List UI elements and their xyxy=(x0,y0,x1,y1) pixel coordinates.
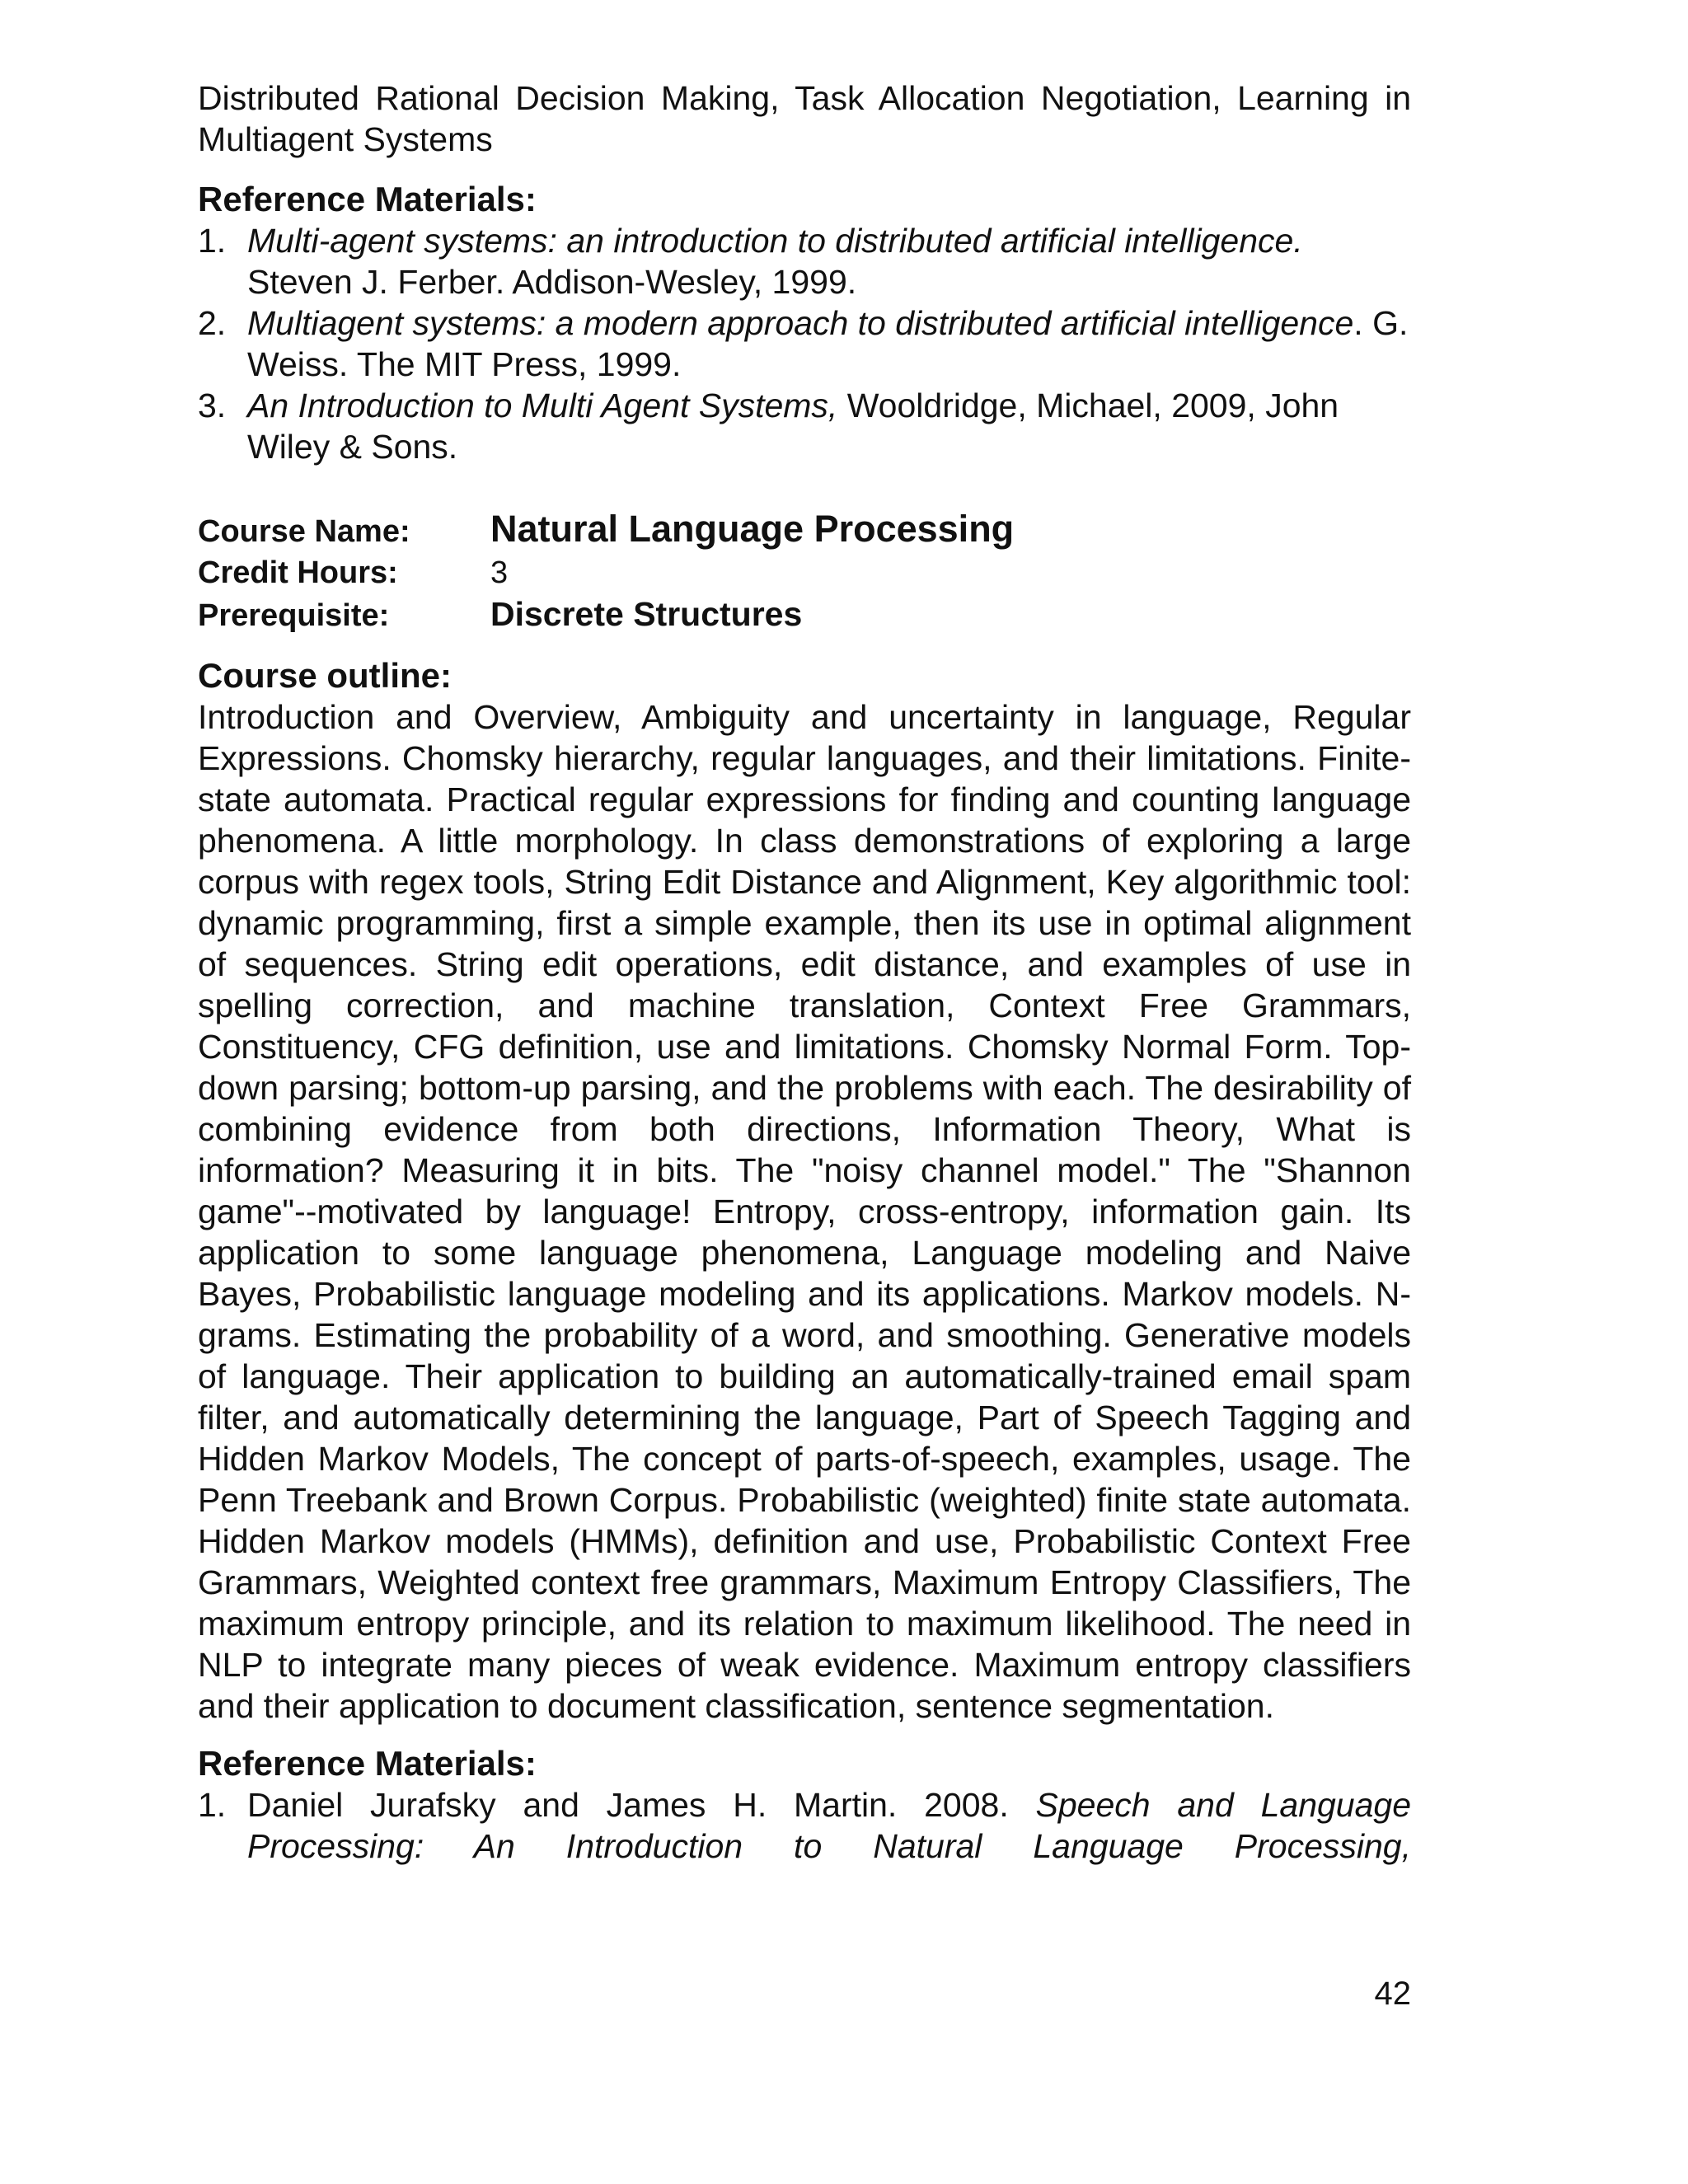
credit-hours-row xyxy=(198,552,1411,593)
reference-title: Multiagent systems: a modern approach to distributed artificial intelligence xyxy=(247,304,1354,342)
reference-item xyxy=(198,385,1411,467)
reference-number: 1. xyxy=(198,1786,227,1824)
credit-hours-label: Credit Hours: xyxy=(198,555,398,590)
prerequisite-value: Discrete Structures xyxy=(490,595,803,633)
reference-title: An Introduction to Multi Agent Systems, xyxy=(247,387,838,424)
reference-list-1 xyxy=(198,220,1411,467)
reference-details: . G. Weiss. The MIT Press, 1999. xyxy=(247,304,1409,383)
reference-materials-heading-1: Reference Materials: xyxy=(198,180,537,218)
reference-number: 1. xyxy=(198,222,227,260)
course-outline-heading: Course outline: xyxy=(198,656,452,695)
intro-text: Distributed Rational Decision Making, Task Allocation Negotiation, Learning in Multiagent Systems xyxy=(198,79,1411,158)
page-number: 42 xyxy=(1374,1975,1411,2012)
reference-list-2 xyxy=(198,1784,1411,1867)
course-info xyxy=(198,509,1411,636)
reference-number: 2. xyxy=(198,304,227,342)
prerequisite-label: Prerequisite: xyxy=(198,598,390,633)
reference-item xyxy=(198,302,1411,385)
course-name-label: Course Name: xyxy=(198,514,410,549)
document-page xyxy=(198,77,1411,1867)
credit-hours-value: 3 xyxy=(490,555,509,590)
reference-materials-heading-2: Reference Materials: xyxy=(198,1744,537,1783)
reference-title: Multi-agent systems: an introduction to distributed artificial intelligence. xyxy=(247,222,1303,260)
reference-item xyxy=(198,220,1411,302)
course-outline-text: Introduction and Overview, Ambiguity and uncertainty in language, Regular Expressions. Chomsky hierarchy, regular languages, and their limitations. Finite-state automata. Practical regular expressions for finding and counting language phenomena. A little morphology. In class demonstrations of exploring a large corpus with regex tools, String Edit Distance and Alignment, Key algorithmic tool: dynamic programming, first a simple example, then its use in optimal alignment of sequences. String edit operations, edit distance, and examples of use in spelling correction, and machine translation, Context Free Grammars, Constituency, CFG definition, use and limitations. Chomsky Normal Form. Top-down parsing; bottom-up parsing, and the problems with each. The desirability of combining evidence from both directions, Information Theory, What is information? Measuring it in bits. The "noisy channel model." The "Shannon game"--motivated by language! Entropy, cross-entropy, information gain. Its application to some language phenomena, Language modeling and Naive Bayes, Probabilistic language modeling and its applications. Markov models. N-grams. Estimating the probability of a word, and smoothing. Generative models of language. Their application to building an automatically-trained email spam filter, and automatically determining the language, Part of Speech Tagging and Hidden Markov Models, The concept of parts-of-speech, examples, usage. The Penn Treebank and Brown Corpus. Probabilistic (weighted) finite state automata. Hidden Markov models (HMMs), definition and use, Probabilistic Context Free Grammars, Weighted context free grammars, Maximum Entropy Classifiers, The maximum entropy principle, and its relation to maximum likelihood. The need in NLP to integrate many pieces of weak evidence. Maximum entropy classifiers and their application to document classification, sentence segmentation. xyxy=(198,698,1411,1725)
reference-number: 3. xyxy=(198,387,227,424)
reference-details: Wooldridge, Michael, 2009, John Wiley & Sons. xyxy=(247,387,1339,466)
reference-details: Steven J. Ferber. Addison-Wesley, 1999. xyxy=(247,263,857,301)
prerequisite-row xyxy=(198,593,1411,636)
reference-title: Speech and Language Processing: An Introduction to Natural Language Processing, xyxy=(247,1786,1412,1865)
reference-item xyxy=(198,1784,1411,1867)
course-name-row xyxy=(198,509,1411,552)
reference-details: Daniel Jurafsky and James H. Martin. 2008. xyxy=(247,1786,1036,1824)
course-name-value: Natural Language Processing xyxy=(490,508,1015,550)
